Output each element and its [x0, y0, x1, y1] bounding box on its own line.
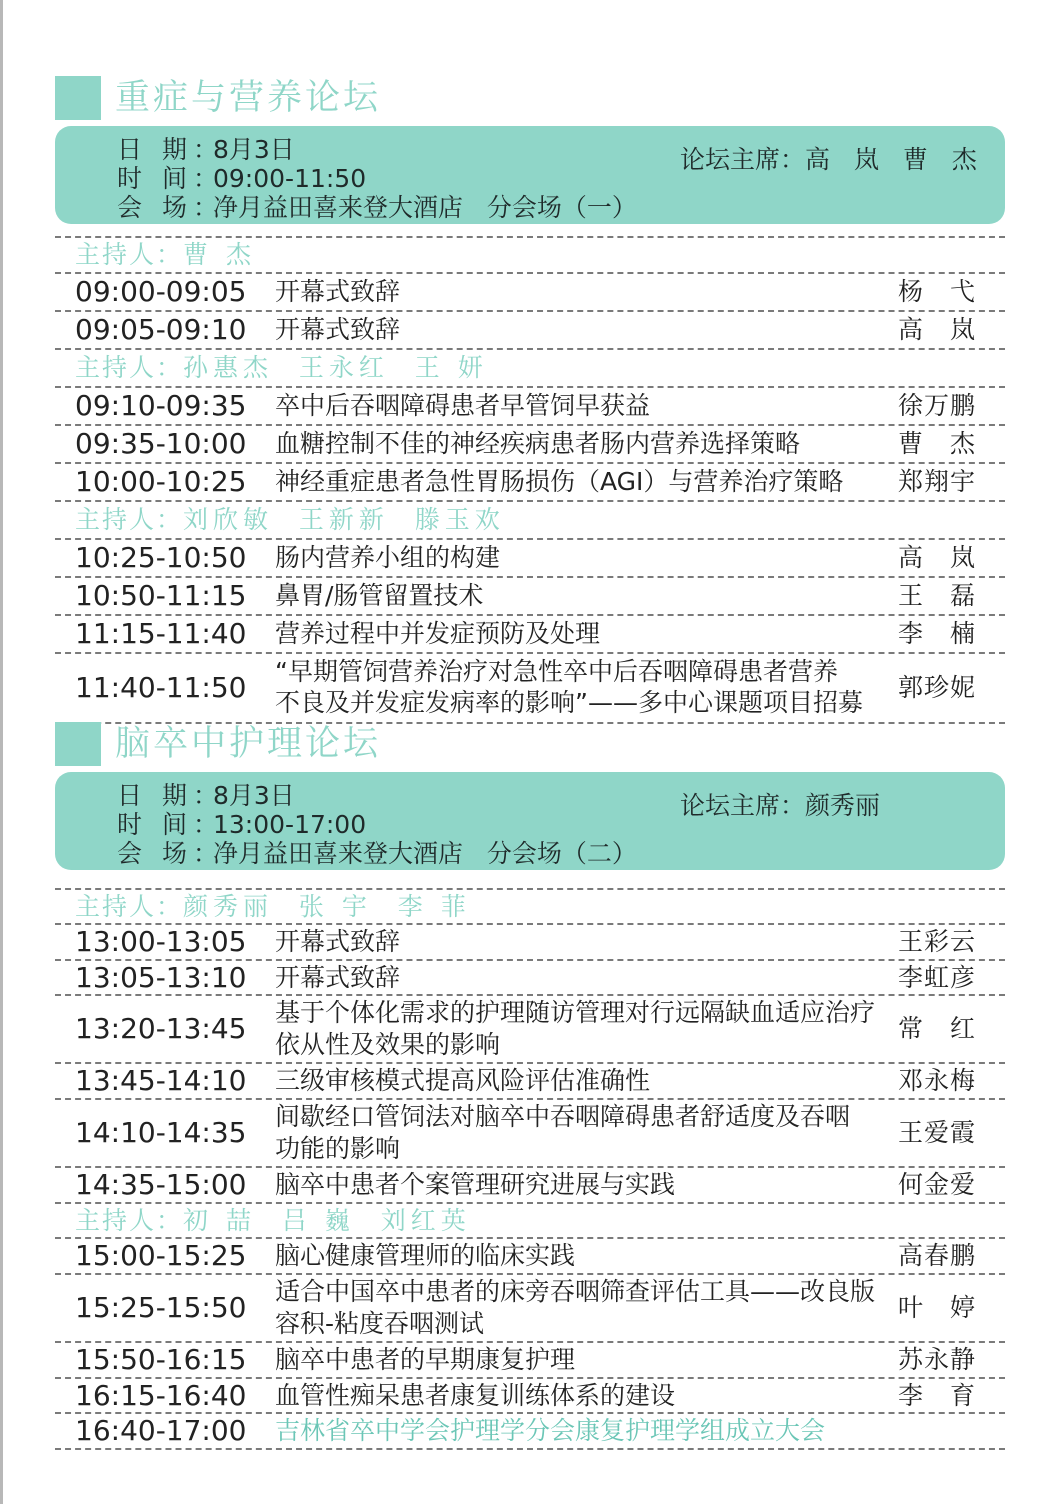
- time-slot: 16:15-16:40: [75, 1379, 247, 1412]
- schedule-row: [55, 464, 1005, 502]
- time-slot: 16:40-17:00: [75, 1414, 247, 1447]
- time-slot: 13:45-14:10: [75, 1064, 247, 1097]
- host-label: 主持人：: [75, 240, 184, 269]
- schedule-row: [55, 1064, 1005, 1100]
- host-names: 曹 杰: [183, 240, 256, 269]
- time-slot: 11:15-11:40: [75, 617, 247, 650]
- speaker: 王彩云: [898, 927, 977, 956]
- speaker: 郭珍妮: [898, 673, 977, 702]
- speaker: 邓永梅: [898, 1066, 977, 1095]
- topic-line-2: 功能的影响: [275, 1134, 401, 1163]
- speaker: 李 楠: [898, 619, 977, 648]
- speaker: 高 岚: [898, 543, 977, 572]
- schedule-row: [55, 274, 1005, 312]
- schedule-table: [55, 236, 1005, 724]
- section-header: [55, 722, 1005, 768]
- venue-label: 会 场：: [117, 193, 224, 222]
- schedule-row: [55, 925, 1005, 961]
- schedule-row: [55, 1343, 1005, 1379]
- topic-line-1: 间歇经口管饲法对脑卒中吞咽障碍患者舒适度及吞咽: [275, 1102, 851, 1131]
- time-slot: 09:10-09:35: [75, 389, 247, 422]
- topic-line-2: 不良及并发症发病率的影响”——多中心课题项目招募: [275, 688, 863, 717]
- chair-names: 高 岚 曹 杰: [805, 145, 985, 174]
- speaker: 高春鹏: [898, 1241, 977, 1270]
- topic: 血管性痴呆患者康复训练体系的建设: [275, 1381, 676, 1410]
- forum-chair: [680, 786, 880, 822]
- venue-value: 净月益田喜来登大酒店 分会场（一）: [213, 193, 637, 222]
- forum-section-critical-nutrition: [55, 76, 1005, 724]
- time-slot: 09:05-09:10: [75, 313, 247, 346]
- topic-line-1: 适合中国卒中患者的床旁吞咽筛查评估工具——改良版: [275, 1277, 876, 1306]
- host-names: 初 喆 吕 巍 刘红英: [183, 1206, 471, 1235]
- time-slot: 13:00-13:05: [75, 925, 247, 958]
- topic-highlight: 吉林省卒中学会护理学分会康复护理学组成立大会: [275, 1416, 826, 1445]
- schedule-row: [55, 1100, 1005, 1168]
- host-names: 颜秀丽 张 宇 李 菲: [183, 892, 471, 921]
- topic: 脑卒中患者的早期康复护理: [275, 1345, 576, 1374]
- topic-line-2: 容积-粘度吞咽测试: [275, 1309, 485, 1338]
- topic: 开幕式致辞: [275, 315, 401, 344]
- venue-label: 会 场：: [117, 839, 224, 868]
- schedule-row: [55, 1168, 1005, 1204]
- section-title: 脑卒中护理论坛: [115, 724, 382, 764]
- speaker: 常 红: [898, 1014, 977, 1043]
- host-row: [55, 502, 1005, 540]
- speaker: 叶 婷: [898, 1293, 977, 1322]
- chair-names: 颜秀丽: [805, 791, 881, 820]
- topic: 脑心健康管理师的临床实践: [275, 1241, 576, 1270]
- time-slot: 11:40-11:50: [75, 671, 247, 704]
- speaker: 高 岚: [898, 315, 977, 344]
- schedule-row: [55, 540, 1005, 578]
- time-value: 13:00-17:00: [213, 810, 367, 839]
- schedule-row: [55, 1275, 1005, 1343]
- time-slot: 14:35-15:00: [75, 1168, 247, 1201]
- forum-section-stroke-nursing: [55, 722, 1005, 1450]
- venue-line: [117, 188, 637, 224]
- host-label: 主持人：: [75, 892, 184, 921]
- host-row: [55, 890, 1005, 925]
- section-marker-block: [55, 722, 101, 766]
- topic: 开幕式致辞: [275, 927, 401, 956]
- time-slot: 15:25-15:50: [75, 1291, 247, 1324]
- chair-label: 论坛主席：: [680, 145, 806, 174]
- speaker: 李虹彦: [898, 963, 977, 992]
- host-label: 主持人：: [75, 505, 184, 534]
- schedule-row: [55, 1239, 1005, 1275]
- schedule-row: [55, 388, 1005, 426]
- page-left-border: [0, 0, 3, 1504]
- schedule-row: [55, 654, 1005, 724]
- topic: 鼻胃/肠管留置技术: [275, 581, 484, 610]
- time-label: 时 间：: [117, 164, 224, 193]
- date-value: 8月3日: [213, 781, 295, 810]
- speaker: 李 育: [898, 1381, 977, 1410]
- section-title: 重症与营养论坛: [115, 78, 382, 118]
- topic: 营养过程中并发症预防及处理: [275, 619, 601, 648]
- date-label: 日 期：: [117, 135, 224, 164]
- schedule-row: [55, 426, 1005, 464]
- schedule-row: [55, 578, 1005, 616]
- topic: 卒中后吞咽障碍患者早管饲早获益: [275, 391, 651, 420]
- time-slot: 10:00-10:25: [75, 465, 247, 498]
- time-slot: 15:50-16:15: [75, 1343, 247, 1376]
- topic-line-2: 依从性及效果的影响: [275, 1030, 501, 1059]
- speaker: 郑翔宇: [898, 467, 977, 496]
- time-slot: 14:10-14:35: [75, 1116, 247, 1149]
- time-slot: 09:35-10:00: [75, 427, 247, 460]
- speaker: 何金爱: [898, 1170, 977, 1199]
- topic: 肠内营养小组的构建: [275, 543, 501, 572]
- host-names: 刘欣敏 王新新 滕玉欢: [183, 505, 505, 534]
- host-row: [55, 1204, 1005, 1239]
- venue-line: [117, 834, 637, 870]
- speaker: 王 磊: [898, 581, 977, 610]
- schedule-row: [55, 996, 1005, 1064]
- time-slot: 13:20-13:45: [75, 1012, 247, 1045]
- topic-line-1: “早期管饲营养治疗对急性卒中后吞咽障碍患者营养: [275, 657, 838, 686]
- time-slot: 10:25-10:50: [75, 541, 247, 574]
- forum-chair: [680, 140, 985, 176]
- topic: 开幕式致辞: [275, 963, 401, 992]
- schedule-row: [55, 961, 1005, 996]
- topic: 三级审核模式提高风险评估准确性: [275, 1066, 651, 1095]
- time-value: 09:00-11:50: [213, 164, 367, 193]
- host-row: [55, 238, 1005, 274]
- section-header: [55, 76, 1005, 122]
- time-slot: 09:00-09:05: [75, 275, 247, 308]
- time-slot: 10:50-11:15: [75, 579, 247, 612]
- speaker: 杨 弋: [898, 277, 977, 306]
- date-label: 日 期：: [117, 781, 224, 810]
- schedule-row: [55, 1414, 1005, 1450]
- speaker: 苏永静: [898, 1345, 977, 1374]
- date-value: 8月3日: [213, 135, 295, 164]
- schedule-row: [55, 312, 1005, 350]
- topic: 神经重症患者急性胃肠损伤（AGI）与营养治疗策略: [275, 467, 844, 496]
- schedule-table: [55, 888, 1005, 1450]
- host-label: 主持人：: [75, 353, 184, 382]
- topic: 血糖控制不佳的神经疾病患者肠内营养选择策略: [275, 429, 801, 458]
- topic: 脑卒中患者个案管理研究进展与实践: [275, 1170, 676, 1199]
- time-slot: 15:00-15:25: [75, 1239, 247, 1272]
- session-info-box: [55, 772, 1005, 870]
- host-row: [55, 350, 1005, 388]
- time-slot: 13:05-13:10: [75, 961, 247, 994]
- speaker: 王爱霞: [898, 1118, 977, 1147]
- host-label: 主持人：: [75, 1206, 184, 1235]
- venue-value: 净月益田喜来登大酒店 分会场（二）: [213, 839, 637, 868]
- time-label: 时 间：: [117, 810, 224, 839]
- section-marker-block: [55, 76, 101, 120]
- topic: 开幕式致辞: [275, 277, 401, 306]
- chair-label: 论坛主席：: [680, 791, 806, 820]
- schedule-row: [55, 616, 1005, 654]
- host-names: 孙惠杰 王永红 王 妍: [183, 353, 488, 382]
- session-info-box: [55, 126, 1005, 224]
- topic-line-1: 基于个体化需求的护理随访管理对行远隔缺血适应治疗: [275, 998, 876, 1027]
- speaker: 徐万鹏: [898, 391, 977, 420]
- speaker: 曹 杰: [898, 429, 977, 458]
- schedule-row: [55, 1379, 1005, 1414]
